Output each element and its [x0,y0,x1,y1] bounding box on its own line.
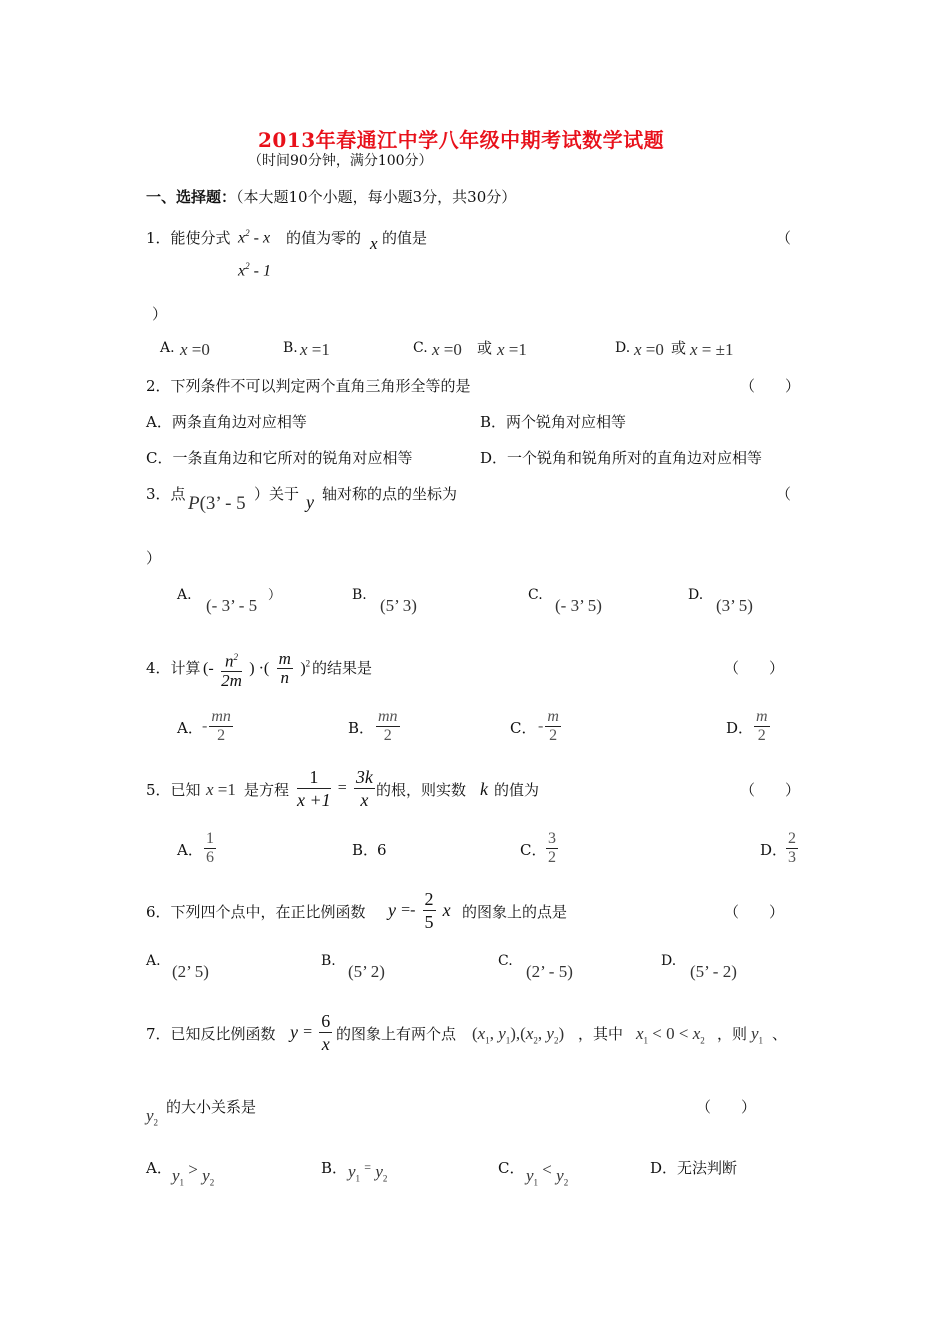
q7-frac: $\frac{6}{x}$ [321,1011,331,1054]
q4-text-b: 的结果是 [312,659,373,677]
q4-opt-c-value: - $\frac{m}{2}$ [538,708,559,744]
q5-text-a: 已知 [170,781,201,799]
q6-opt-b-value: (5’ 2) [348,962,385,981]
q7-points: ($x_1$, $y_1),(x_2$, $y_2$) [472,1024,565,1046]
q4-frac-2: $\frac{m}{n}$ [278,649,291,688]
q5-answer-paren: （ ） [740,781,801,799]
q4-text-a: 计算 [170,659,201,677]
q1-opt-c-value: x =0 [432,340,462,359]
q7-text-a: 已知反比例函数 [170,1025,276,1043]
q5-number: 5． [146,781,171,799]
q5-equation: $\frac{1}{x +1}$ = $\frac{3k}{x}$ [297,767,373,810]
question-5 [146,780,201,800]
q5-text-b: 是方程 [244,781,290,799]
q1-opt-a-label: A. [160,340,175,356]
q6-opt-b-label: B. [321,953,336,969]
q7-opt-d [650,1158,737,1178]
q3-paren-close: ） [146,549,162,567]
q2-answer-paren: （ ） [740,377,801,395]
page-title: 2013年春通江中学八年级中期考试数学试题 [258,128,665,152]
q5-x-eq-1: x =1 [206,780,236,799]
q4-answer-paren: （ ） [724,659,785,677]
q3-opt-b-label: B. [352,587,367,603]
q5-frac-right: $\frac{3k}{x}$ [355,767,373,810]
q6-opt-d-value: (5’ - 2) [690,962,737,981]
q7-answer-paren: （ ） [696,1098,757,1116]
q3-opt-b-value: (5’ 3) [380,596,417,615]
q7-text-c: ，其中 [578,1025,624,1043]
q1-opt-d-label: D. [615,340,631,356]
q5-opt-d-label: D． [760,841,788,859]
q1-text-c: 的值是 [382,229,428,247]
q7-opt-c-label: C． [498,1159,525,1177]
q7-text-e: 、 [772,1025,788,1043]
q3-opt-c-value: (- 3’ 5) [555,596,602,615]
q1-paren-open: （ [776,229,792,247]
q6-frac: $\frac{2}{5}$ [424,889,434,932]
q5-text-d: 的值为 [494,781,540,799]
q1-opt-d-value: x =0 [634,340,664,359]
q6-opt-c-value: (2’ - 5) [526,962,573,981]
q1-text-c-wrap [382,228,427,248]
q1-opt-b-label: B. [283,340,298,356]
q3-opt-a-value: (- 3’ - 5 [206,596,258,615]
q1-number: 1． [146,229,171,247]
q3-opt-a-label: A. [177,587,192,603]
q5-opt-a-label: A． [177,841,203,859]
q1-opt-d-value2: x = ±1 [690,340,734,359]
q5-opt-c-value: $\frac{3}{2}$ [548,830,556,866]
q3-opt-d-value: (3’ 5) [716,596,753,615]
q4-number: 4． [146,659,171,677]
q1-var-x: x [370,234,378,253]
question-6 [146,902,366,922]
q6-opt-d-label: D. [661,953,677,969]
q2-text: 下列条件不可以判定两个直角三角形全等的是 [170,377,471,395]
q7-opt-a-value: $y_1 > y_2$ [172,1160,215,1188]
q1-or-d: 或 [671,339,687,357]
q5-opt-d-value: $\frac{2}{3}$ [788,830,796,866]
q2-opt-d: D．一个锐角和锐角所对的直角边对应相等 [480,449,763,467]
q6-opt-c-label: C. [498,953,513,969]
q4-frac-1: $\frac{n^2}{2m}$ [221,648,242,690]
q6-opt-a-value: (2’ 5) [172,962,209,981]
q5-text-c: 的根，则实数 [376,781,467,799]
q1-paren-close: ） [152,305,168,323]
page-subtitle: （时间90分钟，满分100分） [248,153,433,169]
q7-opt-b-label: B． [321,1159,348,1177]
q4-opt-d-label: D． [726,719,754,737]
q2-number: 2． [146,377,171,395]
q6-text-b: 的图象上的点是 [462,903,568,921]
question-4 [146,658,201,678]
q4-opt-d-value: $\frac{m}{2}$ [756,708,768,744]
q7-number: 7． [146,1025,171,1043]
q3-number: 3． [146,485,171,503]
q3-paren-open: （ [776,485,792,503]
section-heading [146,187,516,207]
q1-or-c: 或 [477,339,493,357]
question-2 [146,376,471,396]
q3-var-y: y [306,492,314,512]
q7-opt-d-value: 无法判断 [677,1159,738,1177]
q1-text-b: 的值为零的 [286,229,362,247]
q6-number: 6． [146,903,171,921]
q7-condition: $x_1 < 0 < x_2$ [636,1024,705,1046]
q7-y2: $y_2$ [146,1106,159,1128]
q7-function: y = $\frac{6}{x}$ [290,1011,331,1054]
section-note: （本大题10个小题，每小题3分，共30分） [236,188,517,206]
q6-answer-paren: （ ） [724,903,785,921]
q7-opt-d-label: D． [650,1159,678,1177]
q7-opt-c-value: $y_1 < y_2$ [526,1160,569,1188]
question-3 [146,484,186,504]
q5-opt-c-label: C． [520,841,547,859]
q7-text-b: 的图象上有两个点 [336,1025,457,1043]
question-1 [146,228,231,248]
q4-opt-b-value: $\frac{mn}{2}$ [378,708,398,744]
section-title: 一、选择题： [146,188,237,206]
q6-text-a: 下列四个点中，在正比例函数 [170,903,366,921]
q4-expression: (- $\frac{n^2}{2m}$ ) ·( $\frac{m}{n}$ )$^2$ [203,649,311,690]
q7-text-d: ，则 [717,1025,748,1043]
q3-text-c: 轴对称的点的坐标为 [322,485,458,503]
q1-fraction: $x^2$ - x $x^2 - 1$ [238,228,271,280]
q4-opt-a-label: A． [177,719,203,737]
q2-opt-c: C．一条直角边和它所对的锐角对应相等 [146,449,413,467]
q1-text-a: 能使分式 [170,229,231,247]
q1-text-b-wrap [286,228,361,248]
q2-opt-b: B．两个锐角对应相等 [480,413,627,431]
q2-opt-a: A．两条直角边对应相等 [146,413,307,431]
question-7 [146,1024,276,1044]
q5-opt-b-label: B． [352,841,379,859]
q6-opt-a-label: A. [146,953,161,969]
q3-point-p: P(3’ - 5 [188,493,246,514]
q5-var-k: k [480,779,488,799]
q7-opt-b-value: $y_1$ = $y_2$ [348,1160,388,1184]
q4-opt-a-value: - $\frac{mn}{2}$ [202,708,231,744]
q7-text-f: 的大小关系是 [166,1098,257,1116]
q4-opt-b-label: B． [348,719,375,737]
q5-opt-a-value: $\frac{1}{6}$ [206,830,214,866]
q6-function: y =- $\frac{2}{5}$ x [388,889,451,932]
q1-opt-c-label: C. [413,340,428,356]
q1-opt-b-value: x =1 [300,340,330,359]
q5-frac-left: $\frac{1}{x +1}$ [297,767,331,810]
q1-opt-c-value2: x =1 [497,340,527,359]
q7-y1: $y_1$ [751,1024,764,1046]
q5-opt-b-value: 6 [377,841,387,859]
q1-opt-a-value: x =0 [180,340,210,359]
q3-opt-c-label: C. [528,587,543,603]
q3-text-b: ）关于 [254,485,300,503]
q3-opt-d-label: D. [688,587,704,603]
q3-text-a: 点 [170,485,186,503]
q4-opt-c-label: C． [510,719,537,737]
q7-opt-a-label: A． [146,1159,172,1177]
q3-opt-a-paren: ） [268,588,282,603]
